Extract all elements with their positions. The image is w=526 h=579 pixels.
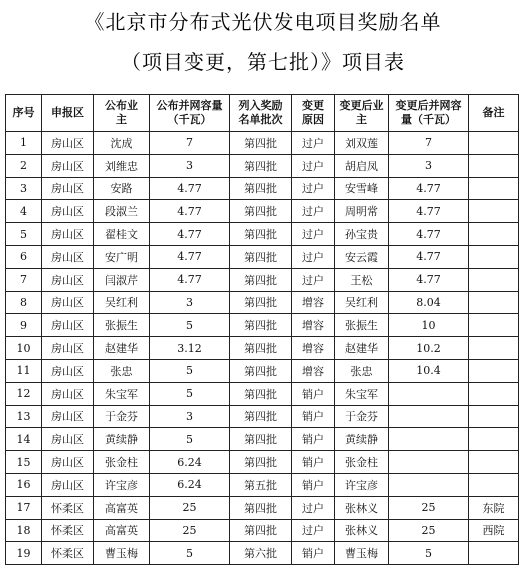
header-row — [6, 95, 519, 132]
document-title-line1: 《北京市分布式光伏发电项目奖励名单 — [84, 10, 442, 34]
cell-seq: 1 — [6, 132, 42, 155]
cell-remark — [469, 314, 519, 337]
cell-remark — [469, 337, 519, 360]
cell-owner: 安路 — [94, 177, 150, 200]
project-table — [5, 94, 519, 565]
cell-remark — [469, 291, 519, 314]
cell-seq: 18 — [6, 519, 42, 542]
cell-new-capacity: 4.77 — [389, 223, 469, 246]
cell-seq: 12 — [6, 382, 42, 405]
cell-district: 房山区 — [42, 473, 94, 496]
cell-capacity: 4.77 — [150, 177, 230, 200]
cell-seq: 2 — [6, 154, 42, 177]
cell-batch: 第四批 — [230, 496, 292, 519]
cell-remark — [469, 132, 519, 155]
cell-district: 房山区 — [42, 200, 94, 223]
cell-remark — [469, 405, 519, 428]
cell-new-owner: 张忠 — [335, 359, 389, 382]
cell-seq: 14 — [6, 428, 42, 451]
cell-capacity: 5 — [150, 382, 230, 405]
cell-new-owner: 朱宝军 — [335, 382, 389, 405]
cell-batch: 第四批 — [230, 337, 292, 360]
cell-new-capacity: 10.4 — [389, 359, 469, 382]
cell-new-capacity: 7 — [389, 132, 469, 155]
cell-district: 房山区 — [42, 359, 94, 382]
cell-capacity: 3.12 — [150, 337, 230, 360]
cell-remark — [469, 268, 519, 291]
header-batch: 列入奖励名单批次 — [230, 95, 292, 132]
table-row — [6, 496, 519, 519]
cell-new-capacity: 25 — [389, 496, 469, 519]
cell-district: 房山区 — [42, 428, 94, 451]
cell-seq: 3 — [6, 177, 42, 200]
cell-owner: 刘维忠 — [94, 154, 150, 177]
header-seq: 序号 — [6, 95, 42, 132]
cell-new-owner: 孙宝贵 — [335, 223, 389, 246]
cell-new-capacity: 8.04 — [389, 291, 469, 314]
cell-seq: 19 — [6, 542, 42, 565]
cell-owner: 安广明 — [94, 245, 150, 268]
cell-change-reason: 增容 — [292, 337, 335, 360]
cell-owner: 于金芬 — [94, 405, 150, 428]
cell-district: 房山区 — [42, 291, 94, 314]
cell-new-capacity — [389, 428, 469, 451]
cell-new-owner: 张振生 — [335, 314, 389, 337]
cell-district: 房山区 — [42, 382, 94, 405]
cell-seq: 13 — [6, 405, 42, 428]
table-row — [6, 132, 519, 155]
cell-remark — [469, 382, 519, 405]
cell-district: 房山区 — [42, 245, 94, 268]
cell-seq: 16 — [6, 473, 42, 496]
table-row — [6, 382, 519, 405]
cell-capacity: 5 — [150, 314, 230, 337]
cell-change-reason: 销户 — [292, 428, 335, 451]
cell-change-reason: 过户 — [292, 496, 335, 519]
cell-new-owner: 张金柱 — [335, 451, 389, 474]
cell-batch: 第四批 — [230, 451, 292, 474]
table-row — [6, 359, 519, 382]
cell-district: 房山区 — [42, 223, 94, 246]
cell-capacity: 5 — [150, 428, 230, 451]
cell-new-capacity: 10 — [389, 314, 469, 337]
cell-batch: 第六批 — [230, 542, 292, 565]
cell-district: 怀柔区 — [42, 542, 94, 565]
cell-remark — [469, 428, 519, 451]
cell-change-reason: 过户 — [292, 268, 335, 291]
cell-change-reason: 增容 — [292, 314, 335, 337]
cell-district: 房山区 — [42, 405, 94, 428]
cell-district: 房山区 — [42, 314, 94, 337]
cell-owner: 沈成 — [94, 132, 150, 155]
cell-seq: 5 — [6, 223, 42, 246]
cell-capacity: 6.24 — [150, 473, 230, 496]
document-title-line2: （项目变更，第七批）》项目表 — [121, 50, 405, 74]
cell-owner: 张忠 — [94, 359, 150, 382]
cell-remark — [469, 359, 519, 382]
cell-new-capacity — [389, 382, 469, 405]
cell-remark: 西院 — [469, 519, 519, 542]
cell-district: 怀柔区 — [42, 496, 94, 519]
cell-new-owner: 张林义 — [335, 519, 389, 542]
cell-owner: 曹玉梅 — [94, 542, 150, 565]
cell-new-owner: 周明常 — [335, 200, 389, 223]
cell-remark — [469, 177, 519, 200]
cell-change-reason: 销户 — [292, 405, 335, 428]
cell-owner: 吴红利 — [94, 291, 150, 314]
header-remark: 备注 — [469, 95, 519, 132]
cell-new-owner: 许宝彦 — [335, 473, 389, 496]
cell-seq: 11 — [6, 359, 42, 382]
cell-owner: 高富英 — [94, 496, 150, 519]
cell-batch: 第四批 — [230, 154, 292, 177]
cell-capacity: 3 — [150, 291, 230, 314]
cell-seq: 10 — [6, 337, 42, 360]
header-owner: 公布业主 — [94, 95, 150, 132]
cell-batch: 第四批 — [230, 359, 292, 382]
cell-new-owner: 于金芬 — [335, 405, 389, 428]
cell-new-capacity: 4.77 — [389, 245, 469, 268]
cell-batch: 第四批 — [230, 382, 292, 405]
cell-district: 房山区 — [42, 268, 94, 291]
cell-remark — [469, 154, 519, 177]
cell-capacity: 4.77 — [150, 245, 230, 268]
header-district: 申报区 — [42, 95, 94, 132]
cell-new-owner: 王松 — [335, 268, 389, 291]
cell-capacity: 3 — [150, 405, 230, 428]
cell-change-reason: 过户 — [292, 132, 335, 155]
cell-capacity: 5 — [150, 542, 230, 565]
cell-owner: 张金柱 — [94, 451, 150, 474]
header-new-capacity: 变更后并网容量（千瓦） — [389, 95, 469, 132]
cell-new-owner: 安云霞 — [335, 245, 389, 268]
cell-seq: 6 — [6, 245, 42, 268]
cell-owner: 黄续静 — [94, 428, 150, 451]
cell-new-capacity — [389, 405, 469, 428]
cell-batch: 第四批 — [230, 200, 292, 223]
cell-capacity: 25 — [150, 519, 230, 542]
cell-owner: 高富英 — [94, 519, 150, 542]
cell-remark — [469, 451, 519, 474]
header-new-owner: 变更后业主 — [335, 95, 389, 132]
cell-new-capacity — [389, 451, 469, 474]
cell-new-capacity: 5 — [389, 542, 469, 565]
cell-seq: 15 — [6, 451, 42, 474]
cell-remark — [469, 473, 519, 496]
table-row — [6, 245, 519, 268]
cell-capacity: 3 — [150, 154, 230, 177]
cell-change-reason: 销户 — [292, 382, 335, 405]
cell-new-owner: 黄续静 — [335, 428, 389, 451]
cell-new-owner: 赵建华 — [335, 337, 389, 360]
cell-change-reason: 增容 — [292, 291, 335, 314]
header-change-reason: 变更原因 — [292, 95, 335, 132]
cell-owner: 闫淑芹 — [94, 268, 150, 291]
cell-change-reason: 销户 — [292, 451, 335, 474]
cell-owner: 张振生 — [94, 314, 150, 337]
cell-change-reason: 增容 — [292, 359, 335, 382]
table-row — [6, 428, 519, 451]
cell-remark — [469, 223, 519, 246]
cell-new-owner: 曹玉梅 — [335, 542, 389, 565]
cell-seq: 17 — [6, 496, 42, 519]
cell-owner: 赵建华 — [94, 337, 150, 360]
cell-district: 房山区 — [42, 177, 94, 200]
table-row — [6, 473, 519, 496]
cell-new-capacity: 10.2 — [389, 337, 469, 360]
cell-capacity: 4.77 — [150, 200, 230, 223]
cell-district: 房山区 — [42, 451, 94, 474]
cell-capacity: 4.77 — [150, 268, 230, 291]
table-row — [6, 451, 519, 474]
cell-district: 房山区 — [42, 337, 94, 360]
cell-change-reason: 过户 — [292, 223, 335, 246]
cell-remark — [469, 200, 519, 223]
cell-seq: 8 — [6, 291, 42, 314]
cell-district: 房山区 — [42, 132, 94, 155]
cell-owner: 朱宝军 — [94, 382, 150, 405]
cell-batch: 第四批 — [230, 268, 292, 291]
cell-seq: 9 — [6, 314, 42, 337]
cell-change-reason: 销户 — [292, 473, 335, 496]
cell-new-capacity: 4.77 — [389, 200, 469, 223]
cell-owner: 许宝彦 — [94, 473, 150, 496]
cell-batch: 第四批 — [230, 177, 292, 200]
cell-capacity: 6.24 — [150, 451, 230, 474]
cell-district: 房山区 — [42, 154, 94, 177]
cell-batch: 第四批 — [230, 519, 292, 542]
cell-remark — [469, 542, 519, 565]
table-row — [6, 519, 519, 542]
cell-batch: 第四批 — [230, 428, 292, 451]
table-row — [6, 177, 519, 200]
cell-batch: 第四批 — [230, 314, 292, 337]
table-row — [6, 154, 519, 177]
cell-capacity: 4.77 — [150, 223, 230, 246]
cell-batch: 第四批 — [230, 291, 292, 314]
cell-capacity: 7 — [150, 132, 230, 155]
cell-batch: 第五批 — [230, 473, 292, 496]
header-capacity: 公布并网容量（千瓦） — [150, 95, 230, 132]
table-row — [6, 223, 519, 246]
cell-district: 怀柔区 — [42, 519, 94, 542]
table-row — [6, 405, 519, 428]
cell-seq: 7 — [6, 268, 42, 291]
cell-new-owner: 张林义 — [335, 496, 389, 519]
table-row — [6, 200, 519, 223]
cell-capacity: 5 — [150, 359, 230, 382]
cell-change-reason: 过户 — [292, 519, 335, 542]
table-body — [6, 132, 519, 565]
cell-change-reason: 过户 — [292, 154, 335, 177]
cell-remark: 东院 — [469, 496, 519, 519]
table-row — [6, 337, 519, 360]
cell-batch: 第四批 — [230, 223, 292, 246]
table-row — [6, 542, 519, 565]
cell-new-owner: 安雪峰 — [335, 177, 389, 200]
cell-new-capacity — [389, 473, 469, 496]
cell-capacity: 25 — [150, 496, 230, 519]
cell-batch: 第四批 — [230, 132, 292, 155]
cell-new-owner: 刘双莲 — [335, 132, 389, 155]
cell-change-reason: 过户 — [292, 245, 335, 268]
cell-seq: 4 — [6, 200, 42, 223]
cell-new-capacity: 4.77 — [389, 177, 469, 200]
cell-change-reason: 过户 — [292, 177, 335, 200]
cell-owner: 翟桂文 — [94, 223, 150, 246]
cell-new-owner: 吴红利 — [335, 291, 389, 314]
table-row — [6, 291, 519, 314]
cell-change-reason: 过户 — [292, 200, 335, 223]
cell-new-capacity: 3 — [389, 154, 469, 177]
table-row — [6, 268, 519, 291]
cell-batch: 第四批 — [230, 405, 292, 428]
table-row — [6, 314, 519, 337]
cell-change-reason: 销户 — [292, 542, 335, 565]
cell-new-capacity: 25 — [389, 519, 469, 542]
cell-remark — [469, 245, 519, 268]
cell-new-capacity: 4.77 — [389, 268, 469, 291]
cell-owner: 段淑兰 — [94, 200, 150, 223]
cell-batch: 第四批 — [230, 245, 292, 268]
cell-new-owner: 胡启凤 — [335, 154, 389, 177]
